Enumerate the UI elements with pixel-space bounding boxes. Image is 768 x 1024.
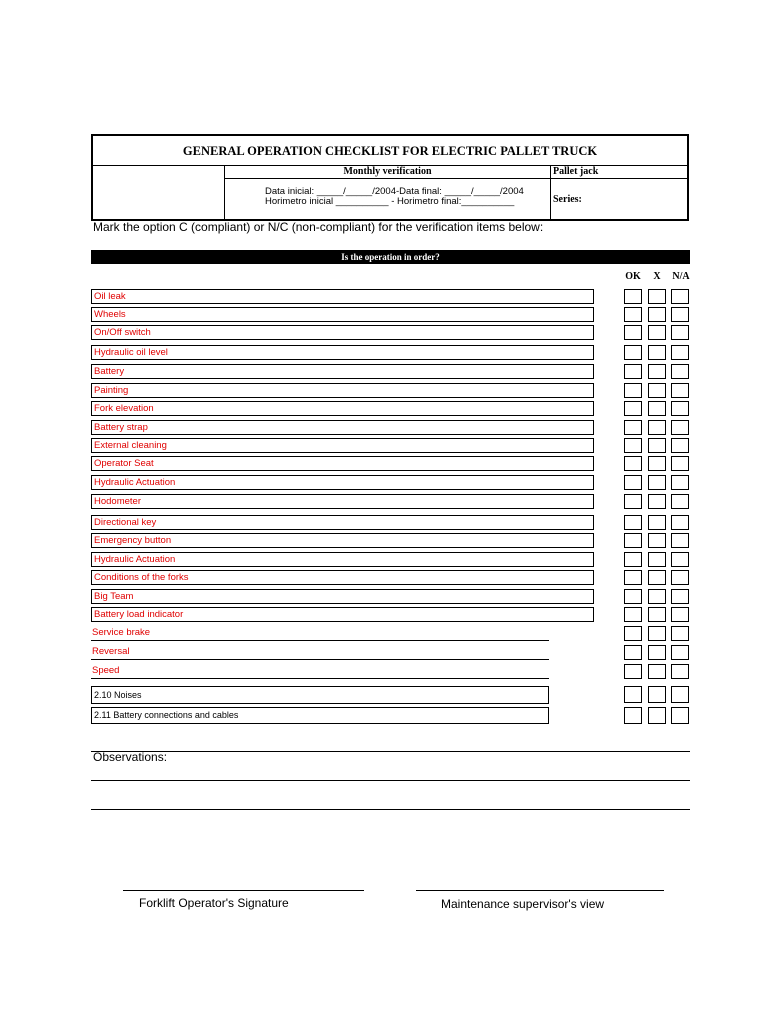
ok-checkbox[interactable] xyxy=(624,533,642,548)
na-checkbox[interactable] xyxy=(671,626,689,641)
na-checkbox[interactable] xyxy=(671,401,689,416)
x-checkbox[interactable] xyxy=(648,325,666,340)
na-checkbox[interactable] xyxy=(671,289,689,304)
x-checkbox[interactable] xyxy=(648,475,666,490)
pallet-jack-label: Pallet jack xyxy=(551,166,689,179)
supervisor-signature-line xyxy=(416,890,664,891)
checklist-item: Fork elevation xyxy=(91,401,594,416)
checklist-item: Conditions of the forks xyxy=(91,570,594,585)
x-checkbox[interactable] xyxy=(648,494,666,509)
ok-checkbox[interactable] xyxy=(624,645,642,660)
x-checkbox[interactable] xyxy=(648,456,666,471)
checklist-item: Wheels xyxy=(91,307,594,322)
checklist-item: Battery xyxy=(91,364,594,379)
checklist-item: Painting xyxy=(91,383,594,398)
x-checkbox[interactable] xyxy=(648,626,666,641)
na-checkbox[interactable] xyxy=(671,438,689,453)
na-checkbox[interactable] xyxy=(671,664,689,679)
na-checkbox[interactable] xyxy=(671,607,689,622)
x-checkbox[interactable] xyxy=(648,289,666,304)
ok-checkbox[interactable] xyxy=(624,494,642,509)
checklist-item: Operator Seat xyxy=(91,456,594,471)
date-line: Data inicial: _____/_____/2004-Data final: _____/_____/2004 xyxy=(265,186,524,197)
ok-checkbox[interactable] xyxy=(624,345,642,360)
checklist-item: Hydraulic Actuation xyxy=(91,552,594,567)
na-checkbox[interactable] xyxy=(671,456,689,471)
na-checkbox[interactable] xyxy=(671,494,689,509)
na-checkbox[interactable] xyxy=(671,383,689,398)
na-checkbox[interactable] xyxy=(671,707,689,724)
x-checkbox[interactable] xyxy=(648,420,666,435)
series-label: Series: xyxy=(553,194,582,205)
checklist-item: Directional key xyxy=(91,515,594,530)
checklist-item: Hydraulic Actuation xyxy=(91,475,594,490)
instruction-text: Mark the option C (compliant) or N/C (non-compliant) for the verification items below: xyxy=(93,220,544,234)
na-checkbox[interactable] xyxy=(671,345,689,360)
checklist-item: 2.10 Noises xyxy=(91,686,549,704)
na-checkbox[interactable] xyxy=(671,686,689,703)
x-checkbox[interactable] xyxy=(648,307,666,322)
ok-checkbox[interactable] xyxy=(624,515,642,530)
na-checkbox[interactable] xyxy=(671,515,689,530)
ok-checkbox[interactable] xyxy=(624,607,642,622)
observations-line-2 xyxy=(91,780,690,781)
date-box xyxy=(225,179,551,221)
checklist-item: Big Team xyxy=(91,589,594,604)
ok-checkbox[interactable] xyxy=(624,707,642,724)
x-checkbox[interactable] xyxy=(648,686,666,703)
na-checkbox[interactable] xyxy=(671,533,689,548)
x-checkbox[interactable] xyxy=(648,345,666,360)
operator-signature-label: Forklift Operator's Signature xyxy=(139,896,289,910)
ok-checkbox[interactable] xyxy=(624,325,642,340)
x-checkbox[interactable] xyxy=(648,533,666,548)
x-checkbox[interactable] xyxy=(648,383,666,398)
monthly-verification-label: Monthly verification xyxy=(225,166,551,179)
column-x: X xyxy=(653,271,661,282)
ok-checkbox[interactable] xyxy=(624,664,642,679)
checklist-item: Speed xyxy=(91,664,549,679)
operator-signature-line xyxy=(123,890,364,891)
na-checkbox[interactable] xyxy=(671,589,689,604)
supervisor-signature-label: Maintenance supervisor's view xyxy=(441,897,605,911)
ok-checkbox[interactable] xyxy=(624,401,642,416)
ok-checkbox[interactable] xyxy=(624,626,642,641)
x-checkbox[interactable] xyxy=(648,645,666,660)
column-na: N/A xyxy=(672,271,690,282)
x-checkbox[interactable] xyxy=(648,552,666,567)
checklist-item: Oil leak xyxy=(91,289,594,304)
checklist-item: Service brake xyxy=(91,626,549,641)
ok-checkbox[interactable] xyxy=(624,383,642,398)
checklist-item: External cleaning xyxy=(91,438,594,453)
checklist-item: Battery strap xyxy=(91,420,594,435)
na-checkbox[interactable] xyxy=(671,475,689,490)
x-checkbox[interactable] xyxy=(648,589,666,604)
observations-line-1 xyxy=(91,751,690,752)
ok-checkbox[interactable] xyxy=(624,589,642,604)
na-checkbox[interactable] xyxy=(671,325,689,340)
x-checkbox[interactable] xyxy=(648,364,666,379)
ok-checkbox[interactable] xyxy=(624,456,642,471)
checklist-item: On/Off switch xyxy=(91,325,594,340)
x-checkbox[interactable] xyxy=(648,607,666,622)
section-bar: Is the operation in order? xyxy=(91,250,690,264)
checklist-header xyxy=(91,134,689,221)
checklist-item: Hodometer xyxy=(91,494,594,509)
checklist-item: Hydraulic oil level xyxy=(91,345,594,360)
na-checkbox[interactable] xyxy=(671,420,689,435)
observations-line-3 xyxy=(91,809,690,810)
checklist-title: GENERAL OPERATION CHECKLIST FOR ELECTRIC PALLET TRUCK xyxy=(93,136,687,166)
x-checkbox[interactable] xyxy=(648,401,666,416)
x-checkbox[interactable] xyxy=(648,707,666,724)
checklist-item: Reversal xyxy=(91,645,549,660)
na-checkbox[interactable] xyxy=(671,570,689,585)
column-ok: OK xyxy=(625,271,641,282)
ok-checkbox[interactable] xyxy=(624,420,642,435)
checklist-item: 2.11 Battery connections and cables xyxy=(91,707,549,724)
checklist-item: Emergency button xyxy=(91,533,594,548)
ok-checkbox[interactable] xyxy=(624,686,642,703)
header-left-cell xyxy=(93,166,225,221)
na-checkbox[interactable] xyxy=(671,645,689,660)
x-checkbox[interactable] xyxy=(648,438,666,453)
horimeter-line: Horimetro inicial __________ - Horimetro final:__________ xyxy=(265,196,515,207)
x-checkbox[interactable] xyxy=(648,664,666,679)
na-checkbox[interactable] xyxy=(671,364,689,379)
na-checkbox[interactable] xyxy=(671,552,689,567)
ok-checkbox[interactable] xyxy=(624,289,642,304)
ok-checkbox[interactable] xyxy=(624,438,642,453)
observations-label: Observations: xyxy=(93,750,168,764)
checklist-item: Battery load indicator xyxy=(91,607,594,622)
ok-checkbox[interactable] xyxy=(624,364,642,379)
x-checkbox[interactable] xyxy=(648,570,666,585)
ok-checkbox[interactable] xyxy=(624,570,642,585)
na-checkbox[interactable] xyxy=(671,307,689,322)
x-checkbox[interactable] xyxy=(648,515,666,530)
ok-checkbox[interactable] xyxy=(624,307,642,322)
ok-checkbox[interactable] xyxy=(624,475,642,490)
ok-checkbox[interactable] xyxy=(624,552,642,567)
